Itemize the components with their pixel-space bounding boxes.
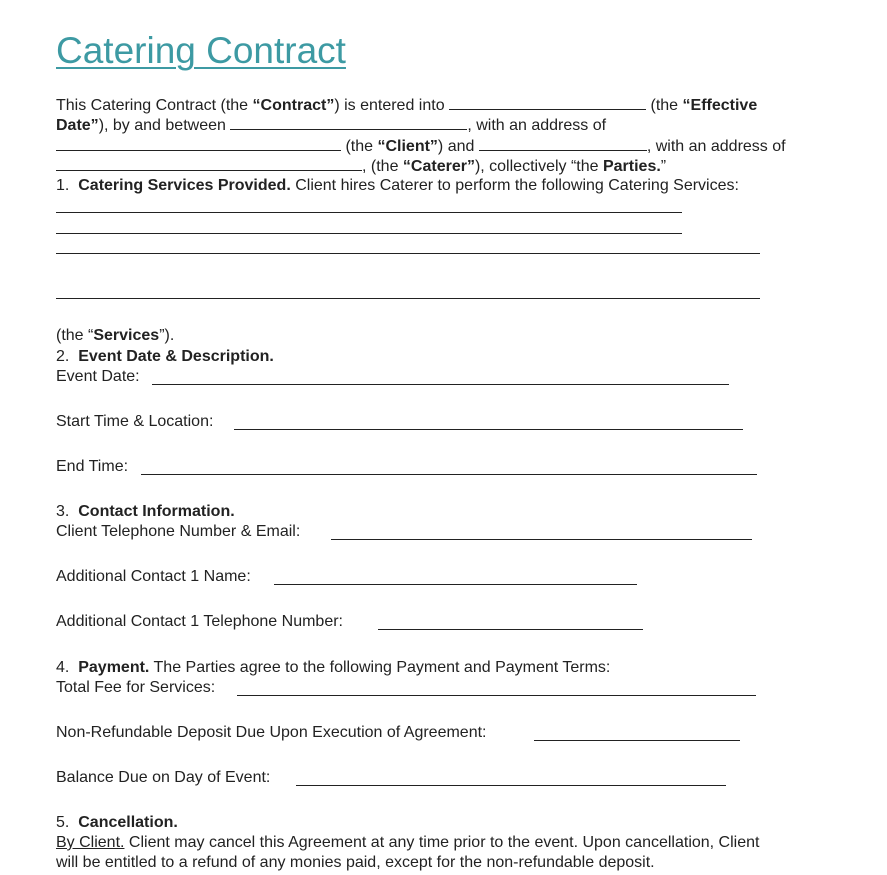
section-4-heading: 4. Payment. The Parties agree to the following Payment and Payment Terms: xyxy=(56,659,611,676)
intro-line-2: Date”), by and between , with an address of xyxy=(56,117,607,134)
section-3-heading: 3. Contact Information. xyxy=(56,503,235,520)
services-line-1[interactable] xyxy=(56,212,682,213)
client-name-blank[interactable] xyxy=(230,115,467,130)
contact-name-label: Additional Contact 1 Name: xyxy=(56,568,251,585)
event-date-field[interactable] xyxy=(152,384,729,385)
intro-line-1: This Catering Contract (the “Contract”) is entered into (the “Effective xyxy=(56,97,758,114)
client-phone-label: Client Telephone Number & Email: xyxy=(56,523,301,540)
contact-phone-field[interactable] xyxy=(378,629,643,630)
caterer-name-blank[interactable] xyxy=(479,136,647,151)
services-label: (the “Services”). xyxy=(56,327,175,344)
document-title: Catering Contract xyxy=(56,30,346,71)
client-address-blank[interactable] xyxy=(56,136,341,151)
total-fee-field[interactable] xyxy=(237,695,756,696)
balance-field[interactable] xyxy=(296,785,726,786)
contact-name-field[interactable] xyxy=(274,584,637,585)
end-time-field[interactable] xyxy=(141,474,757,475)
deposit-label: Non-Refundable Deposit Due Upon Execution of Agreement: xyxy=(56,724,487,741)
cancellation-line-2: will be entitled to a refund of any monies paid, except for the non-refundable deposit. xyxy=(56,854,655,871)
by-client-label: By Client. xyxy=(56,834,125,851)
caterer-address-blank[interactable] xyxy=(56,156,362,171)
services-line-2[interactable] xyxy=(56,233,682,234)
total-fee-label: Total Fee for Services: xyxy=(56,679,216,696)
services-line-4[interactable] xyxy=(56,298,760,299)
client-phone-field[interactable] xyxy=(331,539,752,540)
cancellation-line-1: By Client. Client may cancel this Agreement at any time prior to the event. Upon cancellation, Client xyxy=(56,834,760,851)
start-time-field[interactable] xyxy=(234,429,743,430)
deposit-field[interactable] xyxy=(534,740,740,741)
section-5-heading: 5. Cancellation. xyxy=(56,814,178,831)
section-1-heading: 1. Catering Services Provided. Client hires Caterer to perform the following Catering Services: xyxy=(56,177,739,194)
section-2-heading: 2. Event Date & Description. xyxy=(56,348,274,365)
event-date-label: Event Date: xyxy=(56,368,140,385)
intro-line-3: (the “Client”) and , with an address of xyxy=(56,136,786,157)
start-time-label: Start Time & Location: xyxy=(56,413,214,430)
intro-line-4: , (the “Caterer”), collectively “the Parties.” xyxy=(56,156,666,177)
services-line-3[interactable] xyxy=(56,253,760,254)
end-time-label: End Time: xyxy=(56,458,129,475)
contact-phone-label: Additional Contact 1 Telephone Number: xyxy=(56,613,343,630)
effective-date-blank[interactable] xyxy=(449,95,646,110)
balance-label: Balance Due on Day of Event: xyxy=(56,769,271,786)
